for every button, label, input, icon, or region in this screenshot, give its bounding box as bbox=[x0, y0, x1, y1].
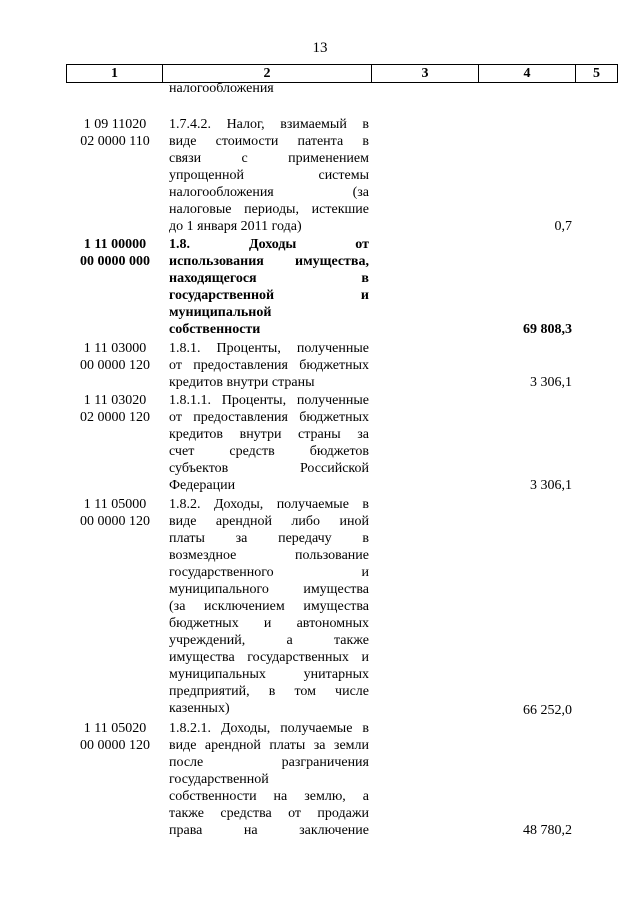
desc-line: 1.8.1.1. Проценты, полученные bbox=[169, 393, 369, 408]
code-line: 00 0000 120 bbox=[80, 514, 150, 529]
desc-line: 1.8. Доходы от bbox=[169, 237, 369, 252]
row-code bbox=[66, 340, 164, 374]
desc-line: собственности bbox=[169, 322, 261, 337]
desc-line: виде стоимости патента в bbox=[169, 134, 369, 149]
row-code bbox=[66, 116, 164, 150]
row-amount: 66 252,0 bbox=[523, 703, 572, 718]
code-line: 1 11 03000 bbox=[83, 341, 147, 356]
desc-line: бюджетных и автономных bbox=[169, 616, 369, 631]
desc-line: Федерации bbox=[169, 478, 236, 493]
desc-line: кредитов внутри страны bbox=[169, 375, 315, 390]
row-amount: 69 808,3 bbox=[523, 322, 572, 337]
desc-line: права на заключение bbox=[169, 823, 369, 838]
desc-line: налоговые периоды, истекшие bbox=[169, 202, 369, 217]
desc-line: платы за передачу в bbox=[169, 531, 369, 546]
code-line: 00 0000 000 bbox=[80, 254, 150, 269]
code-line: 1 09 11020 bbox=[83, 117, 147, 132]
code-line: 1 11 05020 bbox=[83, 721, 147, 736]
desc-line: 1.8.2.1. Доходы, получаемые в bbox=[169, 721, 369, 736]
desc-line: муниципального имущества bbox=[169, 582, 369, 597]
desc-line: от предоставления бюджетных bbox=[169, 410, 369, 425]
desc-line: 1.8.1. Проценты, полученные bbox=[169, 341, 369, 356]
desc-line: виде арендной либо иной bbox=[169, 514, 369, 529]
desc-line: находящегося в bbox=[169, 271, 369, 286]
row-amount: 0,7 bbox=[554, 219, 572, 234]
desc-line: имущества государственных и bbox=[169, 650, 369, 665]
header-col-1: 1 bbox=[67, 65, 163, 83]
row-amount: 3 306,1 bbox=[530, 478, 572, 493]
row-description bbox=[169, 340, 369, 391]
desc-line: 1.8.2. Доходы, получаемые в bbox=[169, 497, 369, 512]
code-line: 00 0000 120 bbox=[80, 738, 150, 753]
row-description bbox=[169, 116, 369, 235]
desc-line: налогообложения (за bbox=[169, 185, 369, 200]
desc-line: упрощенной системы bbox=[169, 168, 369, 183]
row-amount: 48 780,2 bbox=[523, 823, 572, 838]
desc-line: собственности на землю, а bbox=[169, 789, 369, 804]
desc-line: предприятий, в том числе bbox=[169, 684, 369, 699]
desc-line: государственной bbox=[169, 772, 269, 787]
desc-line: до 1 января 2011 года) bbox=[169, 219, 302, 234]
row-description bbox=[169, 236, 369, 338]
desc-line: муниципальных унитарных bbox=[169, 667, 369, 682]
desc-line: виде арендной платы за земли bbox=[169, 738, 369, 753]
desc-line: счет средств бюджетов bbox=[169, 444, 369, 459]
row-description bbox=[169, 496, 369, 717]
code-line: 1 11 05000 bbox=[83, 497, 147, 512]
desc-line: кредитов внутри страны за bbox=[169, 427, 369, 442]
desc-line: от предоставления бюджетных bbox=[169, 358, 369, 373]
page-number: 13 bbox=[312, 40, 328, 56]
desc-line: государственной и bbox=[169, 288, 369, 303]
code-line: 1 11 03020 bbox=[83, 393, 147, 408]
row-code bbox=[66, 720, 164, 754]
row-code bbox=[66, 392, 164, 426]
desc-line: после разграничения bbox=[169, 755, 369, 770]
desc-line: использования имущества, bbox=[169, 254, 369, 269]
code-line: 1 11 00000 bbox=[83, 237, 147, 252]
header-col-4: 4 bbox=[479, 65, 576, 83]
row-code bbox=[66, 496, 164, 530]
continuation-line: налогообложения bbox=[169, 81, 274, 96]
row-code bbox=[66, 236, 164, 270]
desc-line: муниципальной bbox=[169, 305, 272, 320]
desc-line: субъектов Российской bbox=[169, 461, 369, 476]
desc-line: (за исключением имущества bbox=[169, 599, 369, 614]
desc-line: 1.7.4.2. Налог, взимаемый в bbox=[169, 117, 369, 132]
row-description bbox=[169, 392, 369, 494]
desc-line: казенных) bbox=[169, 701, 230, 716]
desc-line: возмездное пользование bbox=[169, 548, 369, 563]
desc-line: государственного и bbox=[169, 565, 369, 580]
code-line: 02 0000 110 bbox=[80, 134, 150, 149]
desc-line: связи с применением bbox=[169, 151, 369, 166]
header-col-2: 2 bbox=[163, 65, 372, 83]
row-description bbox=[169, 720, 369, 839]
desc-line: также средства от продажи bbox=[169, 806, 369, 821]
row-amount: 3 306,1 bbox=[530, 375, 572, 390]
header-col-3: 3 bbox=[372, 65, 479, 83]
header-col-5: 5 bbox=[576, 65, 618, 83]
continuation-text bbox=[169, 80, 369, 97]
desc-line: учреждений, а также bbox=[169, 633, 369, 648]
code-line: 02 0000 120 bbox=[80, 410, 150, 425]
code-line: 00 0000 120 bbox=[80, 358, 150, 373]
